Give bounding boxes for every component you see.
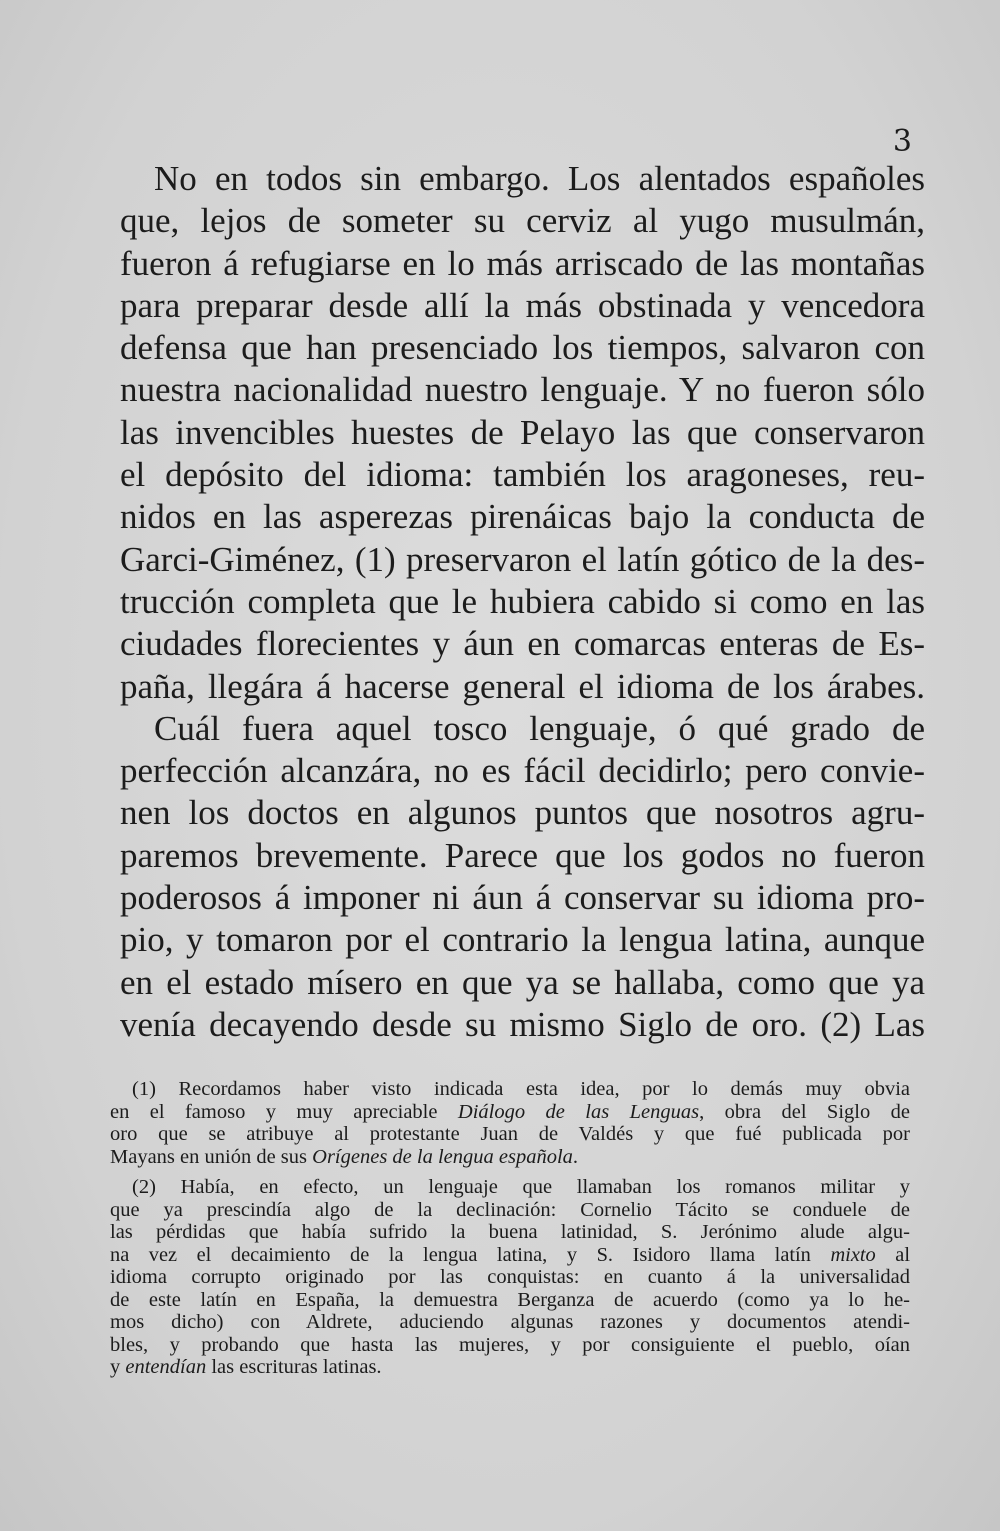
body-line: venía decayendo desde su mismo Siglo de oro. (2) Las (120, 1004, 925, 1044)
footnote-text: Mayans en unión de sus (110, 1145, 313, 1168)
footnote-text: . (572, 1145, 579, 1168)
footnote-line (110, 1101, 910, 1124)
footnote-line: que ya prescindía algo de la declinación: Cornelio Tácito se conduele de (110, 1198, 910, 1221)
footnote-text: na vez el decaimiento de la lengua latina, y S. Isidoro llama latín (110, 1243, 811, 1266)
term-entendian: entendían (125, 1356, 207, 1378)
footnotes (110, 1078, 910, 1387)
body-line: poderosos á imponer ni áun á conservar su idioma pro- (120, 878, 925, 918)
footnote-text: , obra del Siglo de (699, 1100, 910, 1123)
body-line: trucción completa que le hubiera cabido si como en las (120, 581, 925, 621)
body-text (120, 158, 925, 1046)
body-line: paremos brevemente. Parece que los godos no fueron (120, 835, 925, 875)
footnote-2 (110, 1176, 910, 1379)
body-line: paña, llegára á hacerse general el idioma de los árabes. (120, 666, 925, 706)
term-mixto: mixto (830, 1243, 876, 1266)
footnote-line: bles, y probando que hasta las mujeres, y por consiguiente el pueblo, oían (110, 1333, 910, 1356)
body-line: nen los doctos en algunos puntos que nosotros agru- (120, 793, 925, 833)
footnote-line: idioma corrupto originado por las conquistas: en cuanto á la universalidad (110, 1266, 910, 1288)
body-line: el depósito del idioma: también los aragoneses, reu- (120, 455, 925, 495)
footnote-line: mos dicho) con Aldrete, aduciendo algunas razones y documentos atendi- (110, 1311, 910, 1333)
book-title-origenes: Orígenes de la lengua española (312, 1145, 573, 1168)
body-line: nidos en las asperezas pirenáicas bajo la conducta de (120, 497, 925, 537)
body-line: perfección alcanzára, no es fácil decidirlo; pero convie- (120, 751, 925, 791)
body-line: fueron á refugiarse en lo más arriscado de las montañas (120, 243, 925, 283)
body-line: en el estado mísero en que ya se hallaba, como que ya (120, 962, 925, 1002)
footnote-line: oro que se atribuye al protestante Juan de Valdés y que fué publicada por (110, 1123, 910, 1145)
footnote-line: (1) Recordamos haber visto indicada esta idea, por lo demás muy obvia (132, 1078, 910, 1100)
footnote-line (110, 1356, 910, 1379)
body-line: No en todos sin embargo. Los alentados españoles (154, 159, 925, 198)
body-line: defensa que han presenciado los tiempos, salvaron con (120, 328, 925, 368)
footnote-line: (2) Había, en efecto, un lenguaje que llamaban los romanos militar y (132, 1176, 910, 1198)
footnote-text: en el famoso y muy apreciable (110, 1100, 458, 1123)
footnote-line (110, 1146, 910, 1169)
footnote-line: de este latín en España, la demuestra Berganza de acuerdo (como ya lo he- (110, 1288, 910, 1311)
footnote-line: las pérdidas que había sufrido la buena latinidad, S. Jerónimo alude algu- (110, 1221, 910, 1243)
footnote-text: y (110, 1356, 126, 1378)
footnote-text: al (875, 1243, 910, 1266)
footnote-line (110, 1244, 910, 1267)
body-line: para preparar desde allí la más obstinada y vencedora (120, 285, 925, 325)
body-line: ciudades florecientes y áun en comarcas enteras de Es- (120, 624, 925, 664)
body-line: Garci-Giménez, (1) preservaron el latín gótico de la des- (120, 539, 925, 579)
footnote-text: las escrituras latinas. (206, 1356, 382, 1378)
footnote-1 (110, 1078, 910, 1168)
page-number: 3 (892, 124, 912, 159)
body-line: Cuál fuera aquel tosco lenguaje, ó qué grado de (154, 708, 925, 748)
book-title-dialogo: Diálogo de las Lenguas (457, 1100, 700, 1123)
body-line: pio, y tomaron por el contrario la lengua latina, aunque (120, 920, 925, 960)
body-line: las invencibles huestes de Pelayo las que conservaron (120, 412, 925, 452)
body-line: nuestra nacionalidad nuestro lenguaje. Y no fueron sólo (120, 370, 925, 410)
body-line: que, lejos de someter su cerviz al yugo musulmán, (120, 201, 925, 241)
